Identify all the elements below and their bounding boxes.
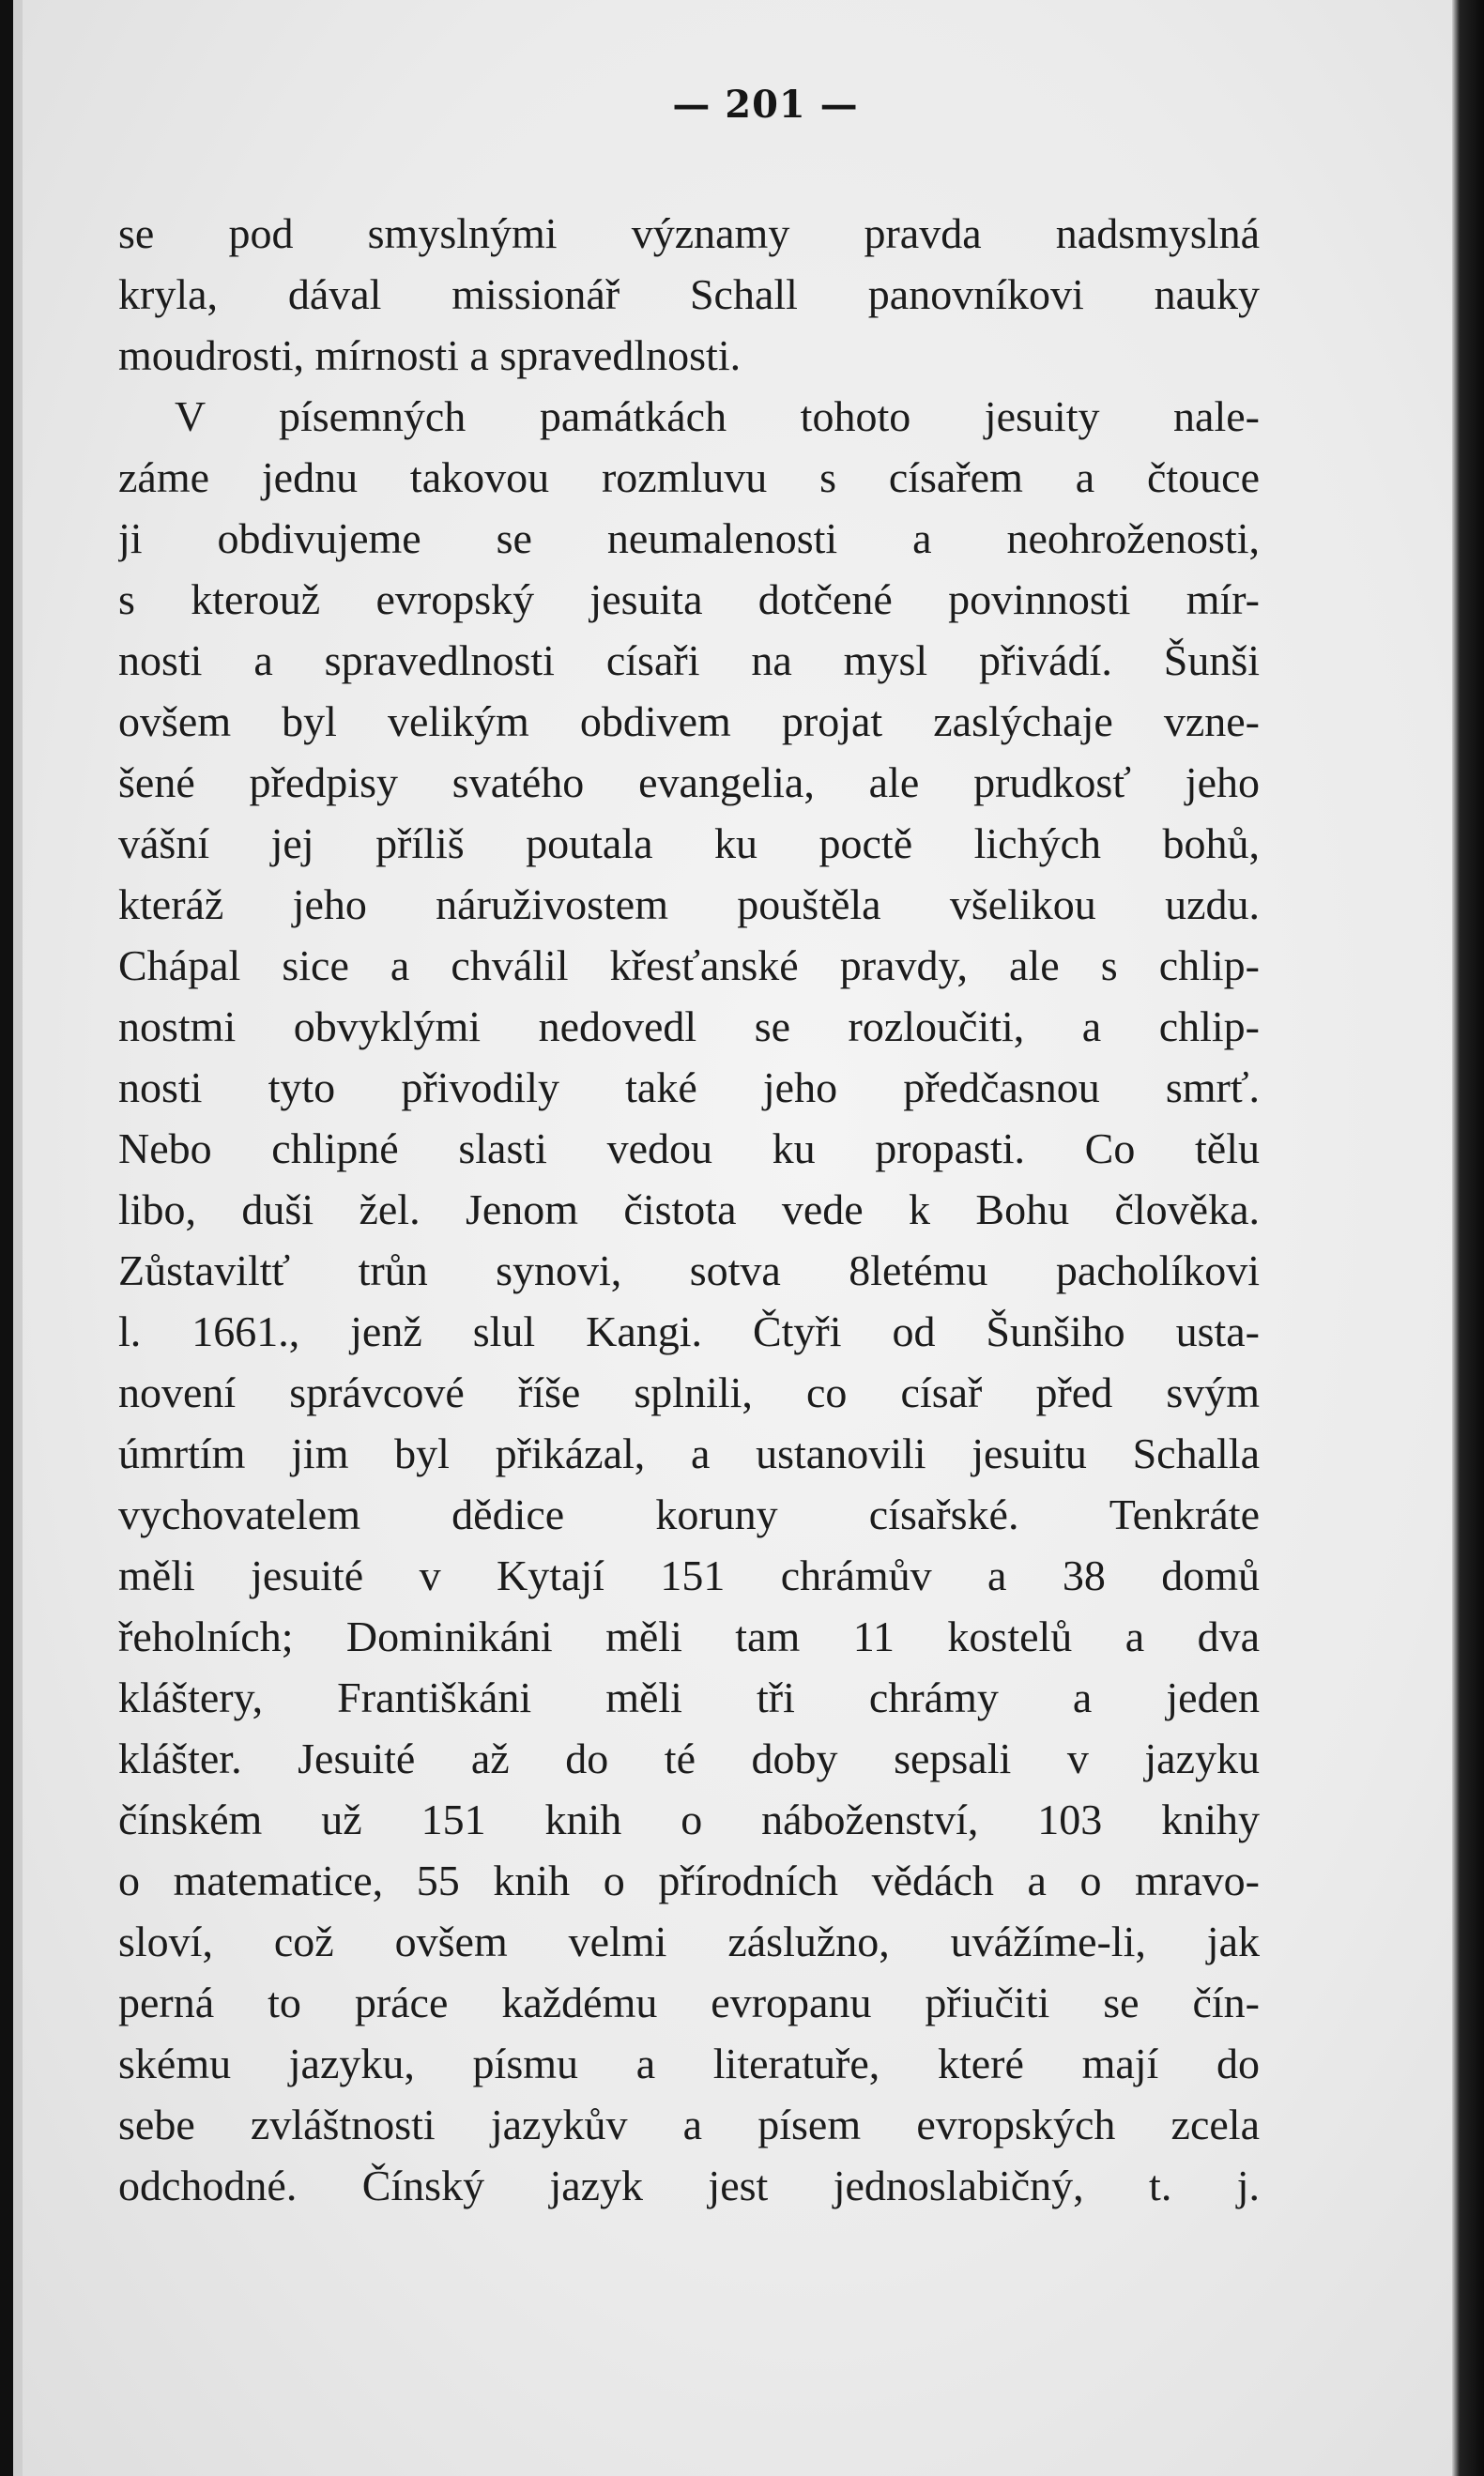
text-line: nostmi obvyklými nedovedl se rozloučiti, a chlip-	[118, 1002, 1260, 1050]
text-line: s kterouž evropský jesuita dotčené povinnosti mír-	[118, 575, 1260, 623]
text-line: čínském už 151 knih o náboženství, 103 knihy	[118, 1796, 1260, 1843]
text-line: kryla, dával missionář Schall panovníkovi nauky	[118, 270, 1260, 318]
text-line: nosti tyto přivodily také jeho předčasnou smrť.	[118, 1063, 1260, 1111]
text-line: perná to práce každému evropanu přiučiti se čín-	[118, 1979, 1260, 2026]
text-line: novení správcové říše splnili, co císař před svým	[118, 1368, 1260, 1416]
text-line: ovšem byl velikým obdivem projat zaslýchaje vzne-	[118, 697, 1260, 745]
text-line: libo, duši žel. Jenom čistota vede k Bohu člověka.	[118, 1185, 1260, 1233]
text-line: odchodné. Čínský jazyk jest jednoslabičný, t. j.	[118, 2162, 1260, 2209]
text-line: l. 1661., jenž slul Kangi. Čtyři od Šunšiho usta-	[118, 1307, 1260, 1355]
text-line: se pod smyslnými významy pravda nadsmyslná	[118, 209, 1260, 257]
text-line: vášní jej příliš poutala ku poctě lichých bohů,	[118, 819, 1260, 867]
text-line: záme jednu takovou rozmluvu s císařem a čtouce	[118, 453, 1260, 501]
body-text	[118, 203, 1260, 2216]
text-line: ji obdivujeme se neumalenosti a neohroženosti,	[118, 514, 1260, 562]
page-number: — 201 —	[672, 83, 859, 127]
text-line: sloví, což ovšem velmi záslužno, uvážíme-li, jak	[118, 1918, 1260, 1965]
text-line: úmrtím jim byl přikázal, a ustanovili jesuitu Schalla	[118, 1429, 1260, 1477]
text-line: o matematice, 55 knih o přírodních vědách a o mravo-	[118, 1857, 1260, 1904]
text-line: šené předpisy svatého evangelia, ale prudkosť jeho	[118, 758, 1260, 806]
text-line: nosti a spravedlnosti císaři na mysl přivádí. Šunši	[118, 636, 1260, 684]
text-line: řeholních; Dominikáni měli tam 11 kostelů a dva	[118, 1612, 1260, 1660]
text-line: kteráž jeho náruživostem pouštěla všelikou uzdu.	[118, 880, 1260, 928]
scan-left-border	[0, 0, 13, 2476]
text-line: klášter. Jesuité až do té doby sepsali v jazyku	[118, 1735, 1260, 1782]
page-paper	[23, 0, 1452, 2476]
text-line: vychovatelem dědice koruny císařské. Tenkráte	[118, 1490, 1260, 1538]
text-line: Zůstaviltť trůn synovi, sotva 8letému pacholíkovi	[118, 1246, 1260, 1294]
scan-right-border	[1452, 0, 1484, 2476]
text-line: moudrosti, mírnosti a spravedlnosti.	[118, 331, 742, 379]
text-line: skému jazyku, písmu a literatuře, které mají do	[118, 2040, 1260, 2087]
text-line: měli jesuité v Kytají 151 chrámův a 38 domů	[118, 1551, 1260, 1599]
text-line: V písemných památkách tohoto jesuity nale-	[175, 392, 1260, 440]
text-line: Nebo chlipné slasti vedou ku propasti. Co tělu	[118, 1124, 1260, 1172]
text-line: Chápal sice a chválil křesťanské pravdy, ale s chlip-	[118, 941, 1260, 989]
text-line: sebe zvláštnosti jazykův a písem evropských zcela	[118, 2101, 1260, 2148]
text-line: kláštery, Františkáni měli tři chrámy a jeden	[118, 1674, 1260, 1721]
scan-left-gutter	[13, 0, 23, 2476]
